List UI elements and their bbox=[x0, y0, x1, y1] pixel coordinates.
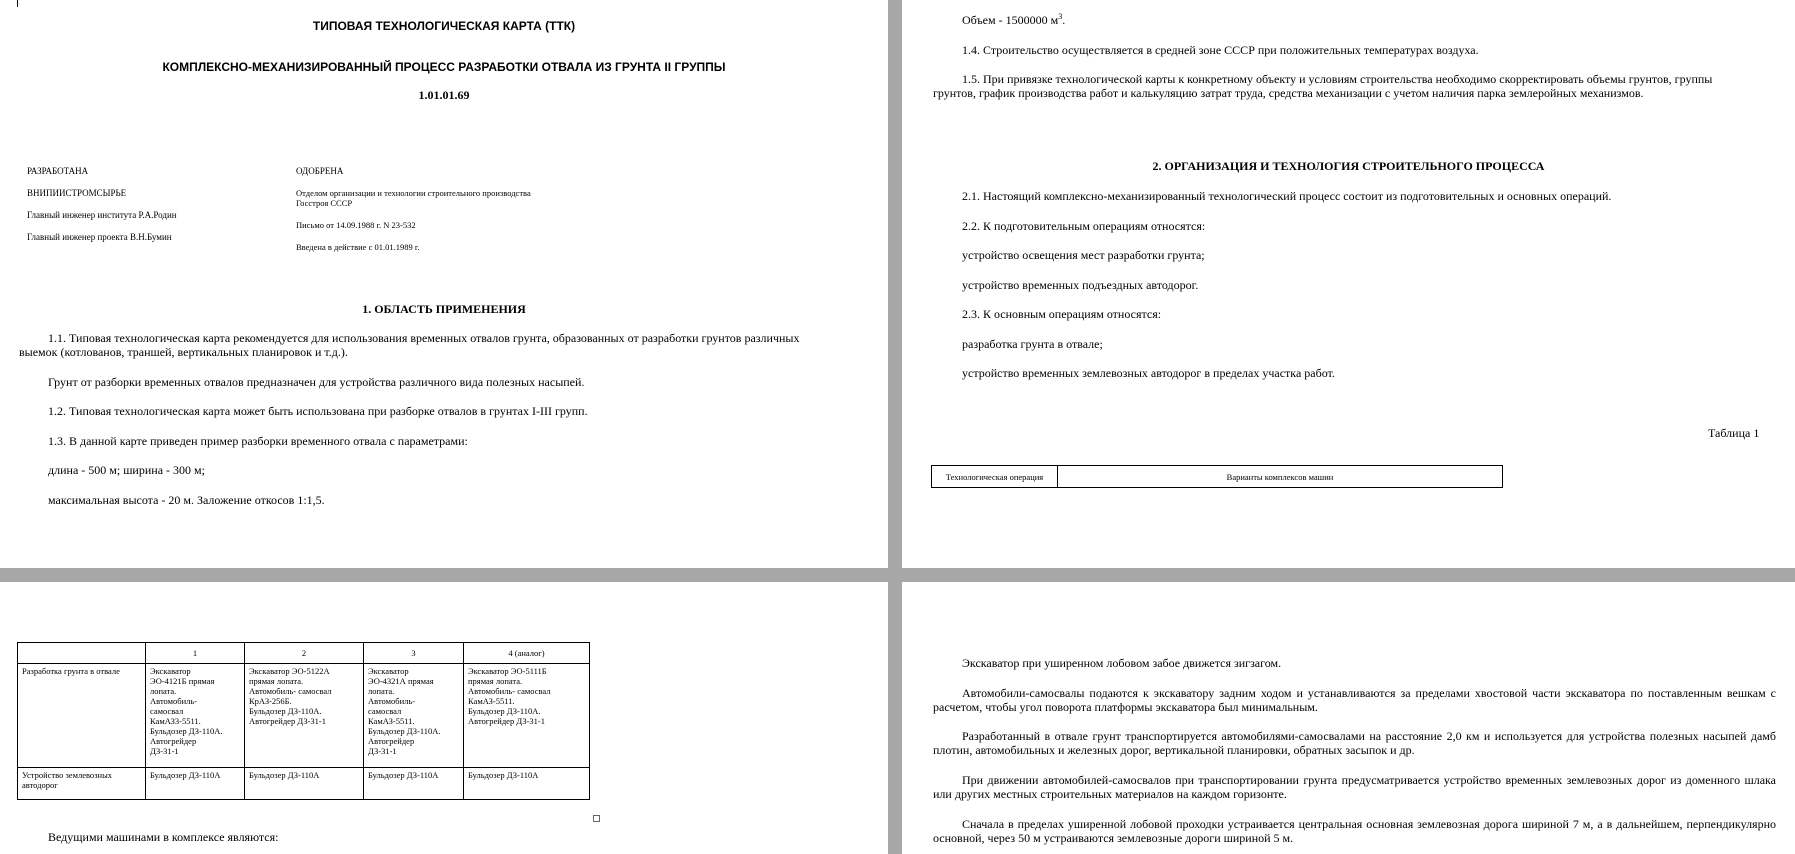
cell-line: Автомобиль- самосвал bbox=[468, 686, 551, 696]
cell-line: Автомобиль- bbox=[150, 696, 198, 706]
paragraph-1-4: 1.4. Строительство осуществляется в средней зоне СССР при положительных температурах воздуха. bbox=[962, 43, 1479, 57]
cell-line: Автогрейдер bbox=[150, 736, 197, 746]
table-resize-handle[interactable] bbox=[593, 815, 600, 822]
cell-line: ЭО-4321А прямая bbox=[368, 676, 434, 686]
cell-line: Бульдозер ДЗ-110А. bbox=[468, 706, 541, 716]
table-caption: Таблица 1 bbox=[1708, 426, 1760, 440]
paragraph-1-5-line1: 1.5. При привязке технологической карты к конкретному объекту и условиям строительства необходимо скорректировать объемы грунтов, группы bbox=[962, 72, 1713, 86]
table-row-operation: Разработка грунта в отвале bbox=[18, 664, 146, 768]
paragraph-2-3: 2.3. К основным операциям относятся: bbox=[962, 307, 1162, 321]
paragraph-soil-use: Грунт от разборки временных отвалов предназначен для устройства различного вида полезных насыпей. bbox=[48, 375, 585, 389]
cell-line: Бульдозер ДЗ-110А. bbox=[150, 726, 223, 736]
table-col-header-4: 4 (аналог) bbox=[464, 643, 590, 664]
table-row-operation: Устройство землевозных автодорог bbox=[18, 768, 146, 800]
document-page-1 bbox=[0, 0, 888, 568]
list-item-haul-roads: устройство временных землевозных автодорог в пределах участка работ. bbox=[962, 366, 1335, 380]
paragraph-2-2: 2.2. К подготовительным операциям относятся: bbox=[962, 219, 1206, 233]
table-cell: Бульдозер ДЗ-110А bbox=[364, 768, 464, 800]
table-head-variants: Варианты комплексов машин bbox=[1058, 466, 1503, 488]
table-row bbox=[18, 664, 590, 768]
volume-unit-power: 3 bbox=[1058, 12, 1063, 21]
cell-line: КамАЗ3-5511. bbox=[150, 716, 201, 726]
cell-line: Автогрейдер ДЗ-31-1 bbox=[249, 716, 327, 726]
paragraph-height: максимальная высота - 20 м. Заложение откосов 1:1,5. bbox=[48, 493, 325, 507]
cell-line: Экскаватор ЭО-5111Б bbox=[468, 666, 547, 676]
approval-letter: Письмо от 14.09.1988 г. N 23-532 bbox=[296, 220, 416, 230]
document-title: ТИПОВАЯ ТЕХНОЛОГИЧЕСКАЯ КАРТА (ТТК) bbox=[312, 19, 576, 33]
chief-engineer-institute: Главный инженер института Р.А.Родин bbox=[27, 210, 177, 220]
paragraph-1-3: 1.3. В данной карте приведен пример разборки временного отвала с параметрами: bbox=[48, 434, 468, 448]
approving-agency: Госстроя СССР bbox=[296, 198, 353, 208]
machine-table-header bbox=[931, 465, 1503, 488]
paragraph-transport: Разработанный в отвале грунт транспортируется автомобилями-самосвалами на расстояние 2,0 км и используется для устройства полезных насыпей дамб плотин, автомобильных и железных дорог, вертикальной планировки, обратных засыпок и др. bbox=[933, 729, 1776, 757]
paragraph-1-5-line2: грунтов, график производства работ и калькуляцию затрат труда, средства механизации с учетом наличия парка землеройных механизмов. bbox=[933, 86, 1644, 100]
paragraph-2-1: 2.1. Настоящий комплексно-механизированный технологический процесс состоит из подготовительных и основных операций. bbox=[962, 189, 1612, 203]
table-cell: Бульдозер ДЗ-110А bbox=[464, 768, 590, 800]
paragraph-1-1-line1: 1.1. Типовая технологическая карта рекомендуется для использования временных отвалов грунта, образованных от разработки грунтов различных bbox=[48, 331, 800, 345]
developed-by-label: РАЗРАБОТАНА bbox=[27, 166, 89, 176]
machine-variants-table bbox=[17, 642, 590, 800]
document-code: 1.01.01.69 bbox=[418, 88, 470, 102]
table-cell bbox=[364, 664, 464, 768]
paragraph-trucks: Автомобили-самосвалы подаются к экскаватору задним ходом и устанавливаются за пределами хвостовой части экскаватора по поставленным вешкам с расчетом, чтобы угол поворота платформы экскаватора был минимальным. bbox=[933, 686, 1776, 714]
paragraph-1-2: 1.2. Типовая технологическая карта может быть использована при разборке отвалов в грунтах I-III групп. bbox=[48, 404, 588, 418]
cell-line: Автомобиль- bbox=[368, 696, 416, 706]
approved-by-label: ОДОБРЕНА bbox=[296, 166, 344, 176]
volume-end: . bbox=[1062, 13, 1066, 27]
cell-line: ДЗ-31-1 bbox=[368, 746, 397, 756]
cell-line: лопата. bbox=[368, 686, 395, 696]
cell-line: лопата. bbox=[150, 686, 177, 696]
chief-engineer-project: Главный инженер проекта В.Н.Бумин bbox=[27, 232, 172, 242]
approving-department: Отделом организации и технологии строительного производства bbox=[296, 188, 531, 198]
cell-line: Автогрейдер bbox=[368, 736, 415, 746]
paragraph-lead-machines: Ведущими машинами в комплексе являются: bbox=[48, 830, 279, 844]
cell-line: КамАЗ-5511. bbox=[468, 696, 515, 706]
cell-line: Экскаватор bbox=[368, 666, 409, 676]
table-head-operation: Технологическая операция bbox=[932, 466, 1058, 488]
volume-text: Объем - 1500000 м bbox=[962, 13, 1059, 27]
cell-line: КамАЗ-5511. bbox=[368, 716, 415, 726]
list-item-excavation: разработка грунта в отвале; bbox=[962, 337, 1103, 351]
table-header-row bbox=[18, 643, 590, 664]
list-item-lighting: устройство освещения мест разработки грунта; bbox=[962, 248, 1205, 262]
cell-line: Бульдозер ДЗ-110А. bbox=[368, 726, 441, 736]
paragraph-dimensions: длина - 500 м; ширина - 300 м; bbox=[48, 463, 205, 477]
document-page-2 bbox=[902, 0, 1795, 568]
table-col-header-1: 1 bbox=[146, 643, 245, 664]
table-cell: Бульдозер ДЗ-110А bbox=[146, 768, 245, 800]
text-cursor bbox=[17, 0, 18, 7]
effective-date: Введена в действие с 01.01.1989 г. bbox=[296, 242, 420, 252]
cell-line: самосвал bbox=[150, 706, 184, 716]
cell-line: прямая лопата. bbox=[249, 676, 304, 686]
cell-line: Экскаватор ЭО-5122А bbox=[249, 666, 330, 676]
cell-line: самосвал bbox=[368, 706, 402, 716]
volume-line bbox=[962, 10, 1065, 27]
table-cell bbox=[464, 664, 590, 768]
cell-line: КрАЗ-256Б. bbox=[249, 696, 292, 706]
paragraph-roads: При движении автомобилей-самосвалов при транспортировании грунта предусматривается устройство временных землевозных дорог из доменного шлака или других местных строительных материалов на каждом горизонте. bbox=[933, 773, 1776, 801]
cell-line: Экскаватор bbox=[150, 666, 191, 676]
cell-line: ДЗ-31-1 bbox=[150, 746, 179, 756]
cell-line: Автомобиль- самосвал bbox=[249, 686, 332, 696]
section-1-heading: 1. ОБЛАСТЬ ПРИМЕНЕНИЯ bbox=[362, 302, 526, 316]
paragraph-first-road: Сначала в пределах уширенной лобовой проходки устраивается центральная основная землевозная дорога шириной 7 м, а в дальнейшем, перпендикулярно основной, через 50 м устраиваются землевозные дороги шириной 5 м. bbox=[933, 817, 1776, 845]
paragraph-zigzag: Экскаватор при уширенном лобовом забое движется зигзагом. bbox=[962, 656, 1282, 670]
cell-line: Бульдозер ДЗ-110А. bbox=[249, 706, 322, 716]
table-col-header-3: 3 bbox=[364, 643, 464, 664]
cell-line: прямая лопата. bbox=[468, 676, 523, 686]
table-col-header-2: 2 bbox=[245, 643, 364, 664]
list-item-access-roads: устройство временных подъездных автодорог. bbox=[962, 278, 1199, 292]
document-page-3 bbox=[0, 582, 888, 854]
cell-line: Автогрейдер ДЗ-31-1 bbox=[468, 716, 546, 726]
table-cell: Бульдозер ДЗ-110А bbox=[245, 768, 364, 800]
organization-name: ВНИПИИСТРОМСЫРЬЕ bbox=[27, 188, 127, 198]
table-cell bbox=[146, 664, 245, 768]
section-2-heading: 2. ОРГАНИЗАЦИЯ И ТЕХНОЛОГИЯ СТРОИТЕЛЬНОГО ПРОЦЕССА bbox=[1152, 159, 1545, 173]
document-page-4 bbox=[902, 582, 1795, 854]
table-cell bbox=[245, 664, 364, 768]
cell-line: ЭО-4121Б прямая bbox=[150, 676, 215, 686]
table-row bbox=[18, 768, 590, 800]
paragraph-1-1-line2: выемок (котлованов, траншей, вертикальных планировок и т.д.). bbox=[19, 345, 348, 359]
document-subtitle: КОМПЛЕКСНО-МЕХАНИЗИРОВАННЫЙ ПРОЦЕСС РАЗРАБОТКИ ОТВАЛА ИЗ ГРУНТА II ГРУППЫ bbox=[162, 60, 726, 74]
table-header-empty bbox=[18, 643, 146, 664]
